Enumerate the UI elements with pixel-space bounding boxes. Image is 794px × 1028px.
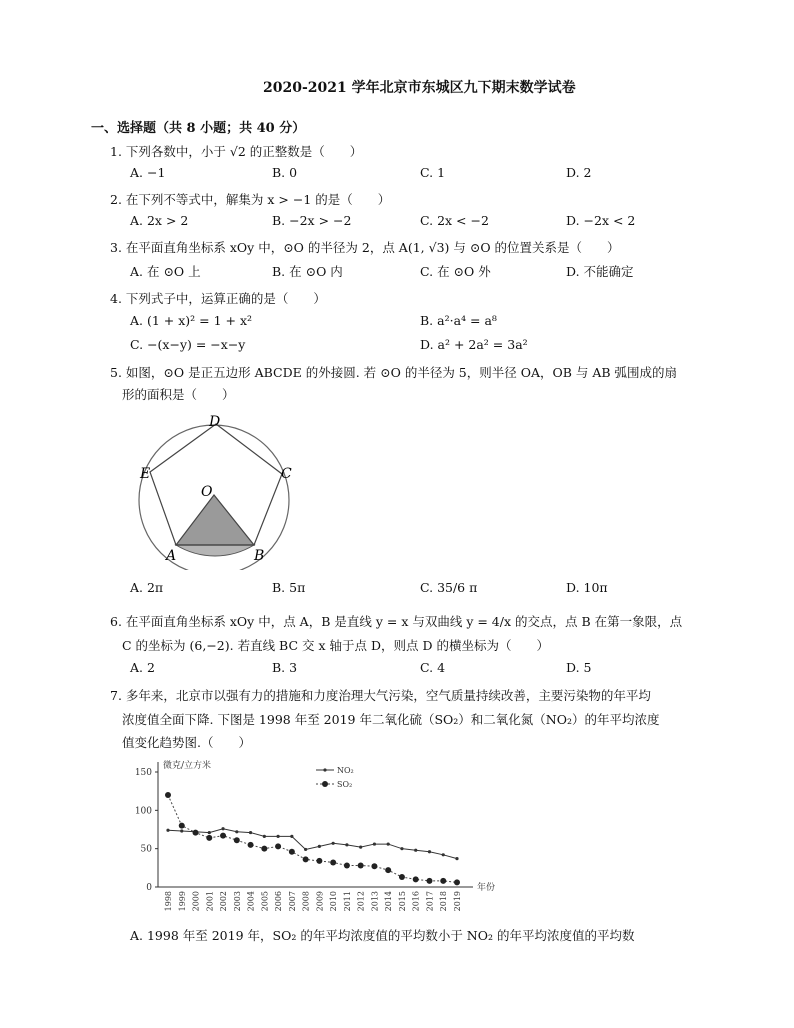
x-tick-label: 2012	[356, 891, 366, 912]
x-tick-label: 2006	[274, 891, 284, 912]
no2-point	[414, 849, 417, 852]
triangle-oab	[176, 495, 254, 545]
question-1-stem: 1. 下列各数中，小于 √2 的正整数是（ ）	[110, 144, 363, 159]
so2-point	[248, 842, 254, 848]
question-5-stem-line1: 5. 如图，⊙O 是正五边形 ABCDE 的外接圆. 若 ⊙O 的半径为 5，则半径 OA，OB 与 AB 弧围成的扇	[110, 365, 678, 380]
x-tick-label: 2007	[287, 891, 297, 912]
question-7-stem-line3: 值变化趋势图.（ ）	[122, 735, 251, 750]
so2-point	[289, 849, 295, 855]
q4-option-a: A. (1 + x)² = 1 + x²	[130, 313, 253, 328]
no2-point	[387, 842, 390, 845]
so2-point	[165, 792, 171, 798]
question-6-stem-line2: C 的坐标为 (6,−2). 若直线 BC 交 x 轴于点 D，则点 D 的横坐标为（ ）	[122, 638, 549, 653]
x-tick-label: 2013	[370, 891, 380, 912]
q4-option-b: B. a²·a⁴ = a⁸	[420, 313, 497, 328]
no2-point	[208, 831, 211, 834]
question-5-stem-line2: 形的面积是（ ）	[122, 387, 235, 402]
no2-point	[428, 850, 431, 853]
no2-point	[345, 843, 348, 846]
no2-point	[455, 857, 458, 860]
x-tick-label: 2009	[315, 891, 325, 912]
x-tick-label: 2015	[397, 891, 407, 912]
legend-so2-marker	[322, 781, 328, 787]
no2-point	[373, 842, 376, 845]
y-tick-label: 0	[146, 883, 152, 893]
label-c: C	[281, 466, 292, 482]
q5-option-b: B. 5π	[272, 580, 306, 595]
x-tick-label: 2004	[246, 891, 256, 912]
x-tick-label: 1999	[177, 891, 187, 912]
x-tick-label: 2000	[191, 891, 201, 912]
so2-point	[234, 837, 240, 843]
so2-point	[440, 878, 446, 884]
q4-option-d: D. a² + 2a² = 3a²	[420, 337, 528, 352]
so2-point	[206, 835, 212, 841]
no2-point	[290, 835, 293, 838]
so2-point	[385, 867, 391, 873]
x-tick-label: 2011	[342, 891, 352, 912]
q2-option-a: A. 2x > 2	[130, 213, 189, 228]
no2-point	[276, 835, 279, 838]
question-4-stem: 4. 下列式子中，运算正确的是（ ）	[110, 291, 326, 306]
legend-so2-label: SO₂	[337, 780, 353, 789]
q6-option-c: C. 4	[420, 660, 446, 675]
page-title: 2020-2021 学年北京市东城区九下期末数学试卷	[263, 80, 576, 96]
x-tick-label: 2005	[260, 891, 270, 912]
q2-option-b: B. −2x > −2	[272, 213, 352, 228]
so2-point	[358, 863, 364, 869]
no2-series-line	[168, 829, 457, 859]
no2-point	[318, 845, 321, 848]
q1-option-b: B. 0	[272, 165, 298, 180]
x-tick-label: 2019	[453, 891, 462, 912]
x-tick-label: 2008	[301, 891, 311, 912]
pentagon-figure	[136, 410, 306, 570]
so2-point	[330, 859, 336, 865]
x-tick-label: 2003	[232, 891, 242, 912]
question-3-stem: 3. 在平面直角坐标系 xOy 中，⊙O 的半径为 2，点 A(1, √3) 与 ⊙O 的位置关系是（ ）	[110, 240, 620, 255]
no2-point	[180, 829, 183, 832]
so2-point	[303, 856, 309, 862]
y-tick-label: 100	[134, 806, 152, 817]
so2-point	[316, 858, 322, 864]
q1-option-d: D. 2	[566, 165, 592, 180]
so2-point	[193, 830, 199, 836]
so2-point	[261, 846, 267, 852]
q1-option-a: A. −1	[130, 165, 166, 180]
no2-point	[166, 829, 169, 832]
q3-option-a: A. 在 ⊙O 上	[130, 264, 201, 279]
x-axis-label: 年份	[477, 883, 496, 893]
so2-point	[454, 879, 460, 885]
no2-point	[332, 842, 335, 845]
x-tick-label: 2001	[205, 891, 215, 912]
x-tick-label: 2002	[219, 891, 229, 912]
question-7-stem-line2: 浓度值全面下降. 下图是 1998 年至 2019 年二氧化硫（SO₂）和二氧化氮（NO₂）的年平均浓度	[122, 712, 660, 727]
q3-option-b: B. 在 ⊙O 内	[272, 264, 343, 279]
no2-point	[249, 831, 252, 834]
so2-point	[426, 878, 432, 884]
q7-option-a: A. 1998 年至 2019 年，SO₂ 的年平均浓度值的平均数小于 NO₂ 的年平均浓度值的平均数	[130, 928, 635, 943]
section-heading: 一、选择题（共 8 小题；共 40 分）	[91, 121, 306, 136]
q5-option-d: D. 10π	[566, 580, 608, 595]
x-tick-label: 2010	[329, 891, 339, 912]
no2-point	[235, 830, 238, 833]
q6-option-a: A. 2	[130, 660, 155, 675]
y-tick-label: 150	[134, 768, 152, 778]
no2-point	[221, 827, 224, 830]
no2-point	[442, 853, 445, 856]
no2-point	[400, 847, 403, 850]
label-o: O	[201, 484, 213, 500]
q6-option-d: D. 5	[566, 660, 592, 675]
x-tick-label: 2018	[439, 891, 449, 912]
sector-segment	[176, 545, 254, 556]
x-tick-label: 2016	[411, 891, 421, 912]
so2-point	[179, 823, 185, 829]
q3-option-c: C. 在 ⊙O 外	[420, 264, 491, 279]
no2-point	[359, 846, 362, 849]
label-b: B	[254, 548, 265, 564]
q5-option-a: A. 2π	[130, 580, 164, 595]
question-2-stem: 2. 在下列不等式中，解集为 x > −1 的是（ ）	[110, 192, 391, 207]
question-7-stem-line1: 7. 多年来，北京市以强有力的措施和力度治理大气污染，空气质量持续改善，主要污染物的年平均	[110, 688, 651, 703]
x-tick-label: 2014	[384, 891, 394, 912]
label-d: D	[209, 414, 221, 430]
x-tick-label: 1998	[164, 891, 173, 912]
so2-point	[344, 863, 350, 869]
q4-option-c: C. −(x−y) = −x−y	[130, 337, 246, 352]
label-a: A	[166, 548, 177, 564]
no2-point	[304, 848, 307, 851]
so2-point	[371, 863, 377, 869]
so2-point	[399, 874, 405, 880]
q3-option-d: D. 不能确定	[566, 264, 634, 279]
so2-point	[275, 843, 281, 849]
x-tick-label: 2017	[425, 891, 435, 912]
legend-no2-marker	[323, 768, 326, 771]
so2-point	[220, 833, 226, 839]
legend-no2-label: NO₂	[337, 766, 354, 775]
q6-option-b: B. 3	[272, 660, 298, 675]
q1-option-c: C. 1	[420, 165, 446, 180]
pollution-chart	[120, 752, 520, 920]
so2-point	[413, 876, 419, 882]
question-6-stem-line1: 6. 在平面直角坐标系 xOy 中，点 A，B 是直线 y = x 与双曲线 y = 4/x 的交点，点 B 在第一象限，点	[110, 614, 683, 629]
y-axis-label: 微克/立方米	[163, 761, 212, 771]
q2-option-d: D. −2x < 2	[566, 213, 636, 228]
label-e: E	[140, 466, 151, 482]
y-tick-label: 50	[140, 844, 152, 855]
no2-point	[263, 835, 266, 838]
q2-option-c: C. 2x < −2	[420, 213, 489, 228]
q5-option-c: C. 35/6 π	[420, 580, 478, 595]
